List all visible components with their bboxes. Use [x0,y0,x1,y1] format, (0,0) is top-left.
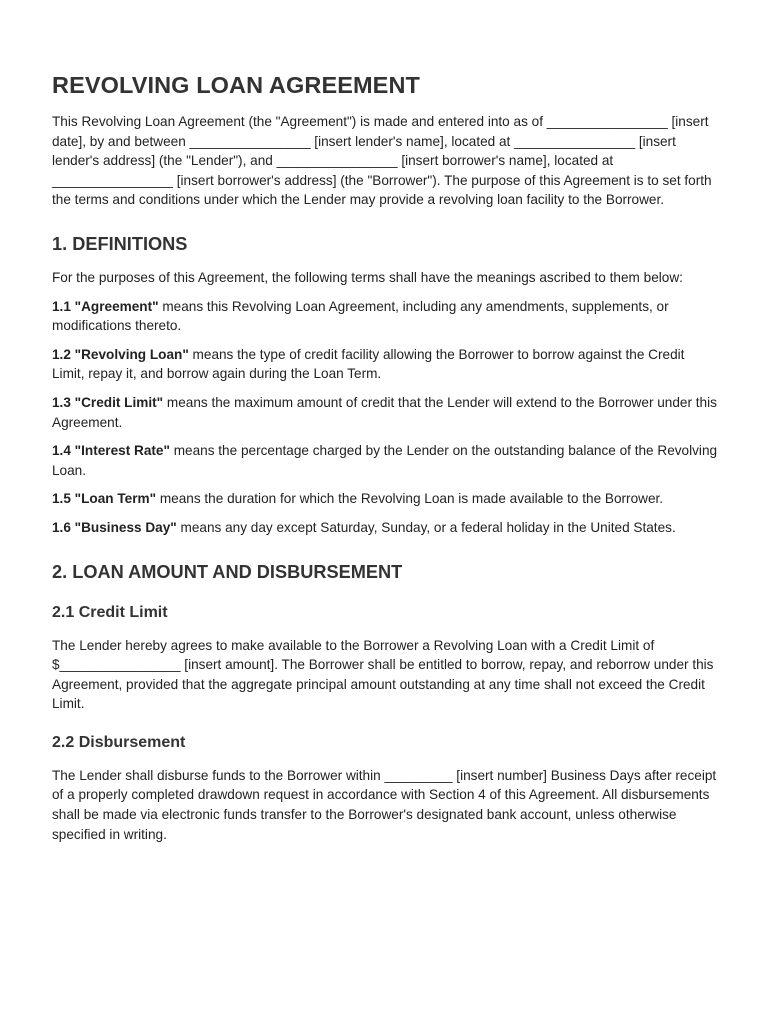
definition-term: 1.2 "Revolving Loan" [52,346,189,362]
document-title: REVOLVING LOAN AGREEMENT [52,72,420,98]
section-2-heading: 2. LOAN AMOUNT AND DISBURSEMENT [52,561,403,582]
intro-paragraph: This Revolving Loan Agreement (the "Agreement") is made and entered into as of ________________ [insert date], by and between ________________ [insert lender's name], located at ________________ [insert lender's address] (the "Lender"), and ________________ [insert borrower's name], located at ________________ [insert borrower's address] (the "Borrower"). The purpose of this Agreement is to set forth the terms and conditions under which the Lender may provide a revolving loan facility to the Borrower. [52,114,712,208]
definition-term: 1.3 "Credit Limit" [52,394,164,410]
subsection-disbursement-heading: 2.2 Disbursement [52,733,186,751]
definitions-lead: For the purposes of this Agreement, the following terms shall have the meanings ascribed to them below: [52,269,683,285]
definition-text: means the duration for which the Revolving Loan is made available to the Borrower. [156,491,664,507]
definition-text: means the type of credit facility allowing the Borrower to borrow against the Credit Limit, repay it, and borrow again during the Loan Term. [52,346,685,382]
definition-text: means any day except Saturday, Sunday, or a federal holiday in the United States. [176,519,676,535]
document-page [52,70,720,844]
definition-term: 1.5 "Loan Term" [52,491,157,507]
definition-term: 1.4 "Interest Rate" [52,443,170,459]
definition-item [52,489,720,509]
definition-text: means the maximum amount of credit that the Lender will extend to the Borrower under this Agreement. [52,394,717,430]
definitions-list [52,297,720,538]
subsection-credit-limit-heading: 2.1 Credit Limit [52,603,168,621]
disbursement-paragraph: The Lender shall disburse funds to the Borrower within _________ [insert number] Business Days after receipt of a properly completed drawdown request in accordance with Section 4 of this Agreement. All disbursements shall be made via electronic funds transfer to the Borrower's designated bank account, unless otherwise specified in writing. [52,767,717,842]
section-1-heading: 1. DEFINITIONS [52,233,188,254]
definition-item [52,518,720,538]
definition-text: means the percentage charged by the Lender on the outstanding balance of the Revolving Loan. [52,443,718,478]
definition-item [52,393,720,432]
definition-term: 1.6 "Business Day" [52,519,177,535]
definition-text: means this Revolving Loan Agreement, including any amendments, supplements, or modifications thereto. [52,298,669,334]
definition-item [52,441,720,480]
definition-item [52,297,720,336]
credit-limit-paragraph: The Lender hereby agrees to make available to the Borrower a Revolving Loan with a Credit Limit of $________________ [insert amount]. The Borrower shall be entitled to borrow, repay, and reborrow under this Agreement, provided that the aggregate principal amount outstanding at any time shall not exceed the Credit Limit. [52,637,714,712]
definition-item [52,345,720,384]
definition-term: 1.1 "Agreement" [52,298,159,314]
